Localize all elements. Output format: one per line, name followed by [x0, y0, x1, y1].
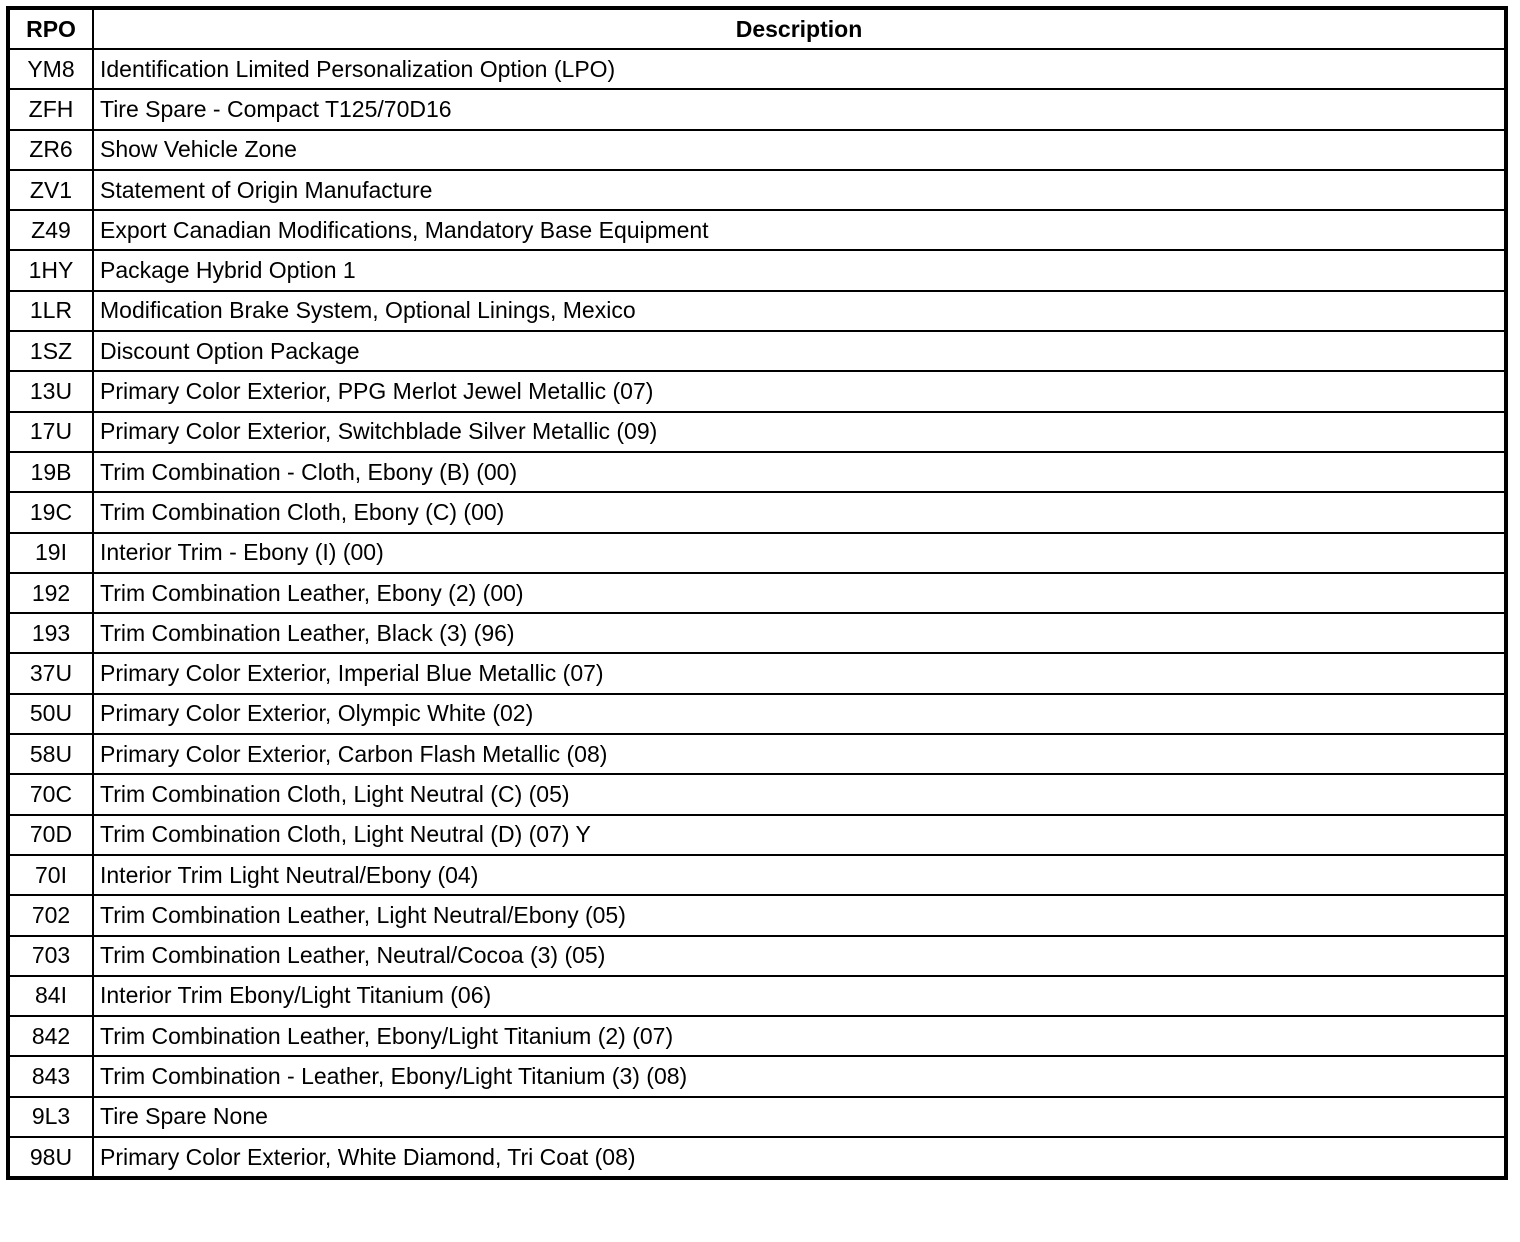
table-row [8, 210, 1506, 250]
description-cell: Trim Combination Leather, Ebony/Light Titanium (2) (07) [93, 1016, 1506, 1056]
rpo-code-cell: 193 [8, 613, 93, 653]
rpo-code-cell: 50U [8, 694, 93, 734]
table-row [8, 734, 1506, 774]
table-row [8, 412, 1506, 452]
table-row [8, 452, 1506, 492]
header-rpo: RPO [8, 8, 93, 49]
table-row [8, 1056, 1506, 1096]
description-cell: Primary Color Exterior, Carbon Flash Metallic (08) [93, 734, 1506, 774]
table-row [8, 533, 1506, 573]
description-cell: Tire Spare None [93, 1097, 1506, 1137]
description-cell: Trim Combination Cloth, Ebony (C) (00) [93, 492, 1506, 532]
rpo-code-cell: 17U [8, 412, 93, 452]
rpo-code-cell: ZV1 [8, 170, 93, 210]
rpo-code-cell: Z49 [8, 210, 93, 250]
rpo-code-cell: 70I [8, 855, 93, 895]
rpo-code-cell: 13U [8, 371, 93, 411]
table-row [8, 331, 1506, 371]
rpo-code-cell: 9L3 [8, 1097, 93, 1137]
rpo-code-cell: 19I [8, 533, 93, 573]
description-cell: Modification Brake System, Optional Linings, Mexico [93, 291, 1506, 331]
description-cell: Identification Limited Personalization Option (LPO) [93, 49, 1506, 89]
table-row [8, 492, 1506, 532]
rpo-code-cell: ZFH [8, 89, 93, 129]
description-cell: Export Canadian Modifications, Mandatory Base Equipment [93, 210, 1506, 250]
description-cell: Trim Combination Leather, Ebony (2) (00) [93, 573, 1506, 613]
header-description: Description [93, 8, 1506, 49]
rpo-code-cell: 1HY [8, 250, 93, 290]
header-row [8, 8, 1506, 49]
table-row [8, 855, 1506, 895]
rpo-code-cell: 702 [8, 895, 93, 935]
rpo-code-cell: 1LR [8, 291, 93, 331]
description-cell: Trim Combination - Leather, Ebony/Light Titanium (3) (08) [93, 1056, 1506, 1096]
description-cell: Package Hybrid Option 1 [93, 250, 1506, 290]
rpo-code-cell: 843 [8, 1056, 93, 1096]
table-row [8, 573, 1506, 613]
description-cell: Trim Combination Leather, Neutral/Cocoa (3) (05) [93, 936, 1506, 976]
table-row [8, 774, 1506, 814]
table-row [8, 89, 1506, 129]
table-row [8, 250, 1506, 290]
rpo-code-cell: 84I [8, 976, 93, 1016]
rpo-table [6, 6, 1508, 1180]
description-cell: Interior Trim Ebony/Light Titanium (06) [93, 976, 1506, 1016]
rpo-code-cell: 842 [8, 1016, 93, 1056]
table-row [8, 291, 1506, 331]
table-row [8, 1016, 1506, 1056]
description-cell: Interior Trim Light Neutral/Ebony (04) [93, 855, 1506, 895]
description-cell: Primary Color Exterior, Olympic White (02) [93, 694, 1506, 734]
rpo-code-cell: 70C [8, 774, 93, 814]
description-cell: Show Vehicle Zone [93, 130, 1506, 170]
table-row [8, 1137, 1506, 1178]
rpo-code-cell: ZR6 [8, 130, 93, 170]
table-row [8, 936, 1506, 976]
table-row [8, 371, 1506, 411]
table-row [8, 170, 1506, 210]
table-row [8, 895, 1506, 935]
rpo-code-cell: 98U [8, 1137, 93, 1178]
rpo-code-cell: 703 [8, 936, 93, 976]
table-row [8, 613, 1506, 653]
description-cell: Trim Combination - Cloth, Ebony (B) (00) [93, 452, 1506, 492]
rpo-code-cell: 1SZ [8, 331, 93, 371]
description-cell: Statement of Origin Manufacture [93, 170, 1506, 210]
rpo-code-cell: 58U [8, 734, 93, 774]
rpo-code-cell: 37U [8, 653, 93, 693]
description-cell: Trim Combination Leather, Black (3) (96) [93, 613, 1506, 653]
table-row [8, 130, 1506, 170]
description-cell: Tire Spare - Compact T125/70D16 [93, 89, 1506, 129]
description-cell: Trim Combination Leather, Light Neutral/Ebony (05) [93, 895, 1506, 935]
description-cell: Interior Trim - Ebony (I) (00) [93, 533, 1506, 573]
rpo-code-cell: 19C [8, 492, 93, 532]
rpo-code-cell: 70D [8, 815, 93, 855]
table-row [8, 976, 1506, 1016]
description-cell: Primary Color Exterior, Switchblade Silver Metallic (09) [93, 412, 1506, 452]
rpo-code-cell: 19B [8, 452, 93, 492]
table-row [8, 694, 1506, 734]
description-cell: Trim Combination Cloth, Light Neutral (C) (05) [93, 774, 1506, 814]
description-cell: Trim Combination Cloth, Light Neutral (D) (07) Y [93, 815, 1506, 855]
rpo-code-cell: YM8 [8, 49, 93, 89]
table-body [8, 49, 1506, 1178]
table-row [8, 815, 1506, 855]
table-row [8, 653, 1506, 693]
description-cell: Primary Color Exterior, Imperial Blue Metallic (07) [93, 653, 1506, 693]
description-cell: Discount Option Package [93, 331, 1506, 371]
description-cell: Primary Color Exterior, PPG Merlot Jewel Metallic (07) [93, 371, 1506, 411]
rpo-code-cell: 192 [8, 573, 93, 613]
table-row [8, 49, 1506, 89]
table-row [8, 1097, 1506, 1137]
description-cell: Primary Color Exterior, White Diamond, Tri Coat (08) [93, 1137, 1506, 1178]
